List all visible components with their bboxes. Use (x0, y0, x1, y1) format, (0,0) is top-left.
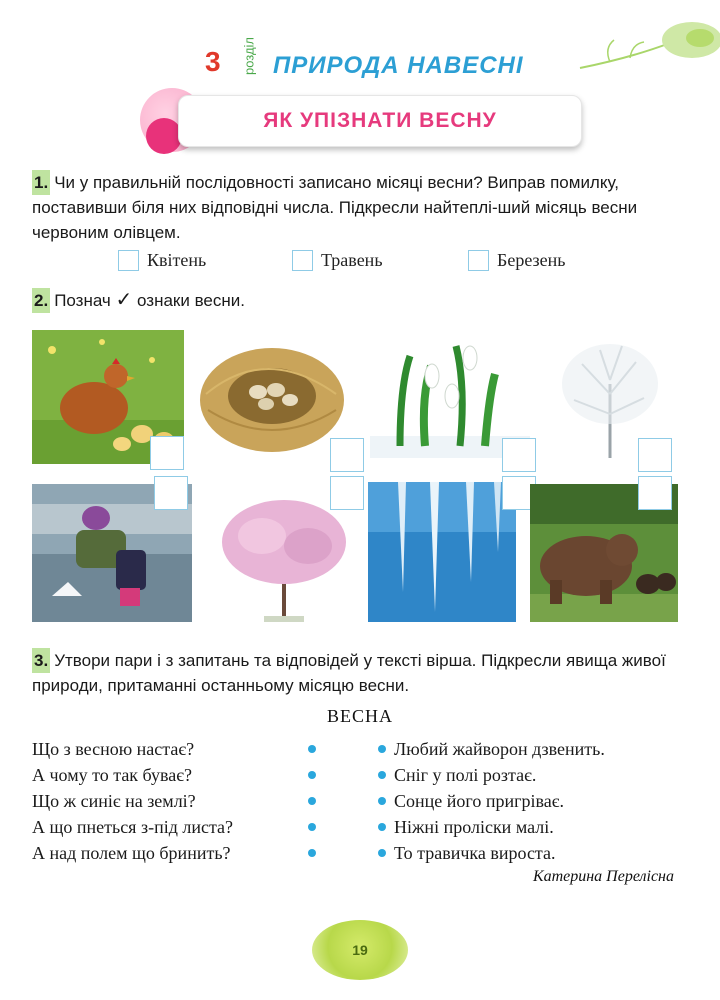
poem-answer: Ніжні проліски малі. (394, 817, 554, 837)
poem-answer: Сонце його пригріває. (394, 791, 564, 811)
icicles-photo (368, 482, 516, 622)
task-number: 3. (32, 648, 50, 673)
number-box[interactable] (292, 250, 313, 271)
poem-questions (32, 736, 233, 866)
match-dot-left[interactable] (308, 745, 316, 753)
match-dot-right[interactable] (378, 771, 386, 779)
poem-answer: Сніг у полі розтає. (394, 765, 537, 785)
match-dot-right[interactable] (378, 823, 386, 831)
chapter-title: ПРИРОДА НАВЕСНІ (273, 52, 524, 79)
check-mark-icon: ✓ (115, 289, 133, 311)
number-box[interactable] (118, 250, 139, 271)
photo-checkbox[interactable] (154, 476, 188, 510)
match-dot-right[interactable] (378, 797, 386, 805)
page-number: 19 (352, 942, 368, 958)
poem-author: Катерина Перелісна (532, 868, 674, 885)
photo-checkbox[interactable] (330, 476, 364, 510)
task-text: Чи у правильній послідовності записано місяці весни? Виправ помилку, поставивши біля них відповідні числа. Підкресли найтеплі-ший місяць весни червоним олівцем. (32, 173, 638, 242)
month-label: Травень (321, 250, 383, 270)
number-box[interactable] (468, 250, 489, 271)
photo-checkbox[interactable] (502, 438, 536, 472)
task-text: Познач (54, 291, 111, 310)
chapter-word: розділ (241, 36, 257, 76)
poem-question: А чому то так буває? (32, 765, 192, 785)
chapter-number: 3 (205, 46, 221, 77)
match-dot-left[interactable] (308, 849, 316, 857)
photo-checkbox[interactable] (638, 476, 672, 510)
poem-question: Що з весною настає? (32, 739, 195, 759)
photo-checkbox[interactable] (330, 438, 364, 472)
plant-sprout-decoration (570, 18, 720, 78)
match-dot-left[interactable] (308, 797, 316, 805)
poem-title: ВЕСНА (326, 706, 393, 726)
poem-answer: Любий жайворон дзвенить. (394, 739, 605, 759)
page-number-badge (312, 920, 408, 980)
photo-checkbox[interactable] (638, 438, 672, 472)
match-dot-left[interactable] (308, 823, 316, 831)
magenta-circle-decoration (146, 118, 182, 154)
blossoming-tree-photo (214, 490, 352, 624)
task-3 (32, 648, 692, 698)
month-item (118, 250, 206, 271)
poem-question: А що пнеться з-під листа? (32, 817, 234, 837)
task-text: ознаки весни. (137, 291, 245, 310)
poem-question: Що ж синіє на землі? (32, 791, 196, 811)
match-dot-right[interactable] (378, 745, 386, 753)
poem-answer: То травичка вироста. (394, 843, 556, 863)
month-item (292, 250, 383, 271)
chapter-word-vertical (239, 24, 259, 88)
task-number: 2. (32, 288, 50, 313)
bird-nest-photo (196, 334, 348, 462)
task-2 (32, 288, 245, 313)
task-1 (32, 170, 692, 245)
lesson-title: ЯК УПІЗНАТИ ВЕСНУ (263, 109, 497, 132)
month-item (468, 250, 565, 271)
poem-question: А над полем що бринить? (32, 843, 231, 863)
month-label: Березень (497, 250, 566, 270)
lesson-title-box (178, 95, 582, 147)
match-dot-left[interactable] (308, 771, 316, 779)
task-number: 1. (32, 170, 50, 195)
poem-answers (394, 736, 605, 866)
match-dot-right[interactable] (378, 849, 386, 857)
months-list (118, 250, 618, 278)
task-text: Утвори пари і з запитань та відповідей у тексті вірша. Підкресли явища живої природи, притаманні останньому місяцю весни. (32, 651, 666, 695)
month-label: Квітень (147, 250, 207, 270)
photo-checkbox[interactable] (150, 436, 184, 470)
